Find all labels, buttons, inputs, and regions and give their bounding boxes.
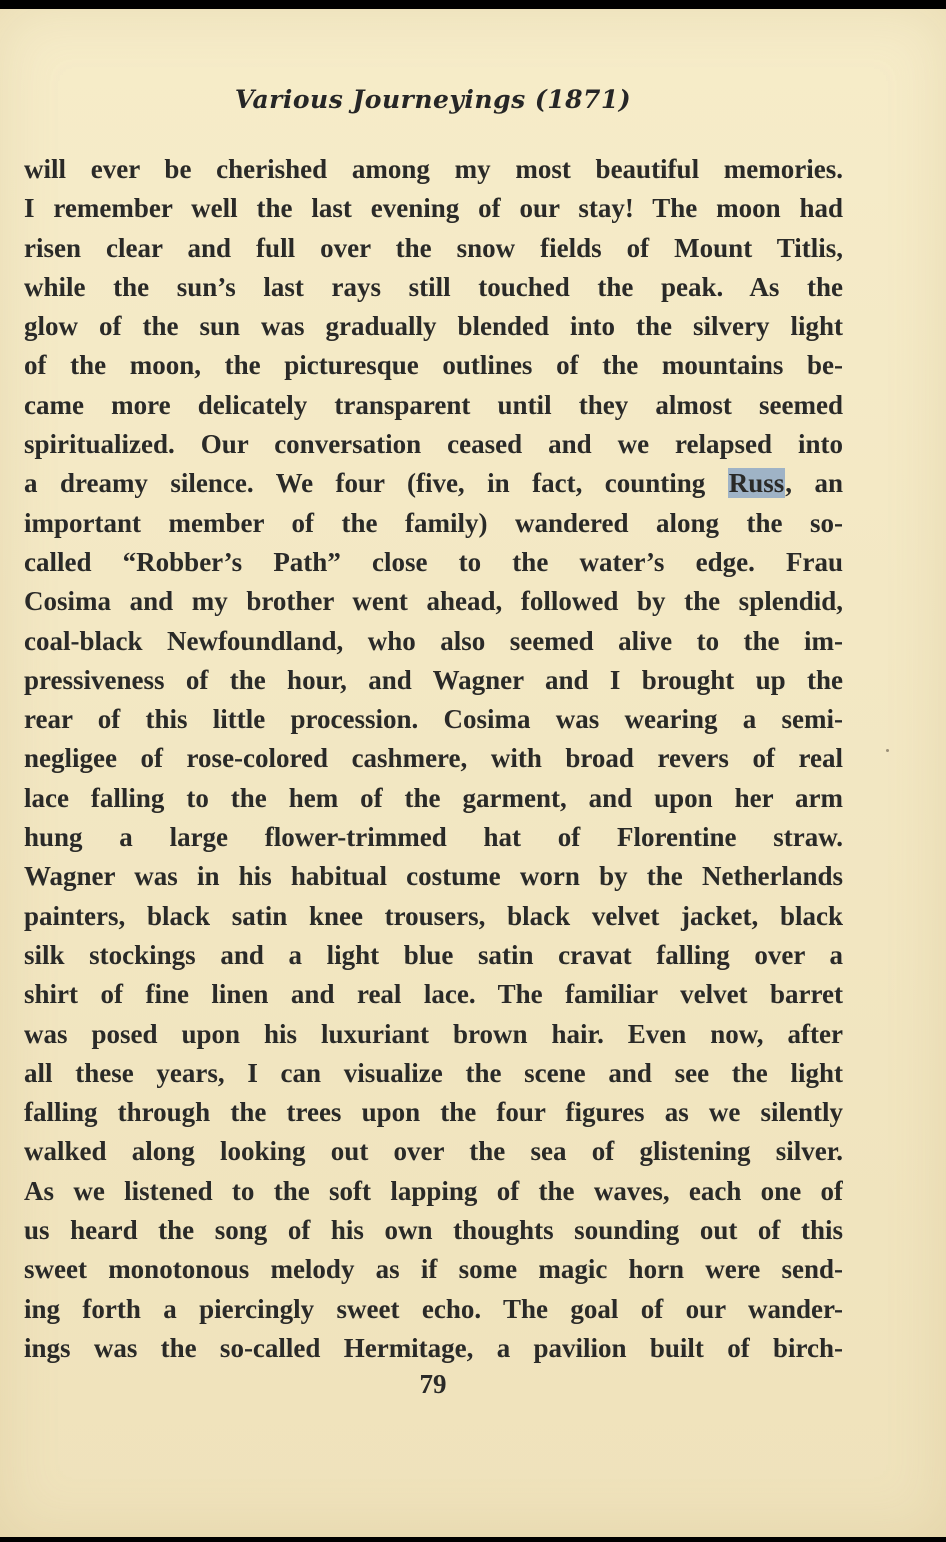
text-line [24,857,843,896]
text-line [24,582,843,621]
line-text: was posed upon his luxuriant brown hair. Even now, after [24,1018,843,1049]
line-text: will ever be cherished among my most beautiful memories. [24,154,843,184]
line-text: coal-black Newfoundland, who also seemed alive to the im- [24,625,843,656]
line-text: rear of this little procession. Cosima was wearing a semi- [24,704,843,735]
line-text: silk stockings and a light blue satin cravat falling over a [24,939,843,970]
text-line [24,386,843,425]
text-line [24,1211,843,1250]
line-text: spiritualized. Our conversation ceased and we relapsed into [24,429,843,460]
text-line [24,897,843,936]
line-text: As we listened to the soft lapping of the waves, each one of [24,1175,843,1206]
text-line [24,425,843,464]
screen-bottom-border [0,1537,946,1542]
text-line [24,268,843,307]
text-line [24,1172,843,1211]
text-line [24,307,843,346]
text-line [24,1132,843,1171]
text-line [24,700,843,739]
line-text: ing forth a piercingly sweet echo. The goal of our wander- [24,1293,843,1324]
text-line [24,661,843,700]
line-text: all these years, I can visualize the scene and see the light [24,1057,843,1088]
line-text: while the sun’s last rays still touched the peak. As the [24,271,843,302]
text-line [24,739,843,778]
running-head: Various Journeyings (1871) [234,85,632,114]
line-text: of the moon, the picturesque outlines of the mountains be- [24,350,843,381]
line-text: lace falling to the hem of the garment, and upon her arm [24,782,843,813]
line-text: a dreamy silence. We four (five, in fact, counting [24,468,728,499]
book-page [0,9,946,1537]
line-text: glow of the sun was gradually blended into the silvery light [24,311,843,342]
text-line [24,936,843,975]
paper-speck [886,749,889,752]
line-text: pressiveness of the hour, and Wagner and I brought up the [24,664,843,695]
page-number: 79 [419,1369,447,1399]
text-line [24,1250,843,1289]
line-text: shirt of fine linen and real lace. The familiar velvet barret [24,979,843,1010]
text-line [24,975,843,1014]
text-line [24,504,843,543]
text-line [24,1329,843,1368]
line-text: came more delicately transparent until they almost seemed [24,389,843,420]
text-line [24,189,843,228]
text-line [24,150,843,189]
line-text: walked along looking out over the sea of glistening silver. [24,1136,843,1167]
line-text: us heard the song of his own thoughts sounding out of this [24,1215,843,1246]
text-line [24,229,843,268]
text-line [24,464,843,503]
text-line [24,346,843,385]
line-text: negligee of rose-colored cashmere, with broad revers of real [24,743,843,774]
text-line [24,1290,843,1329]
line-text: ings was the so-called Hermitage, a pavilion built of birch- [24,1332,843,1363]
text-line [24,1015,843,1054]
line-text: called “Robber’s Path” close to the water’s edge. Frau [24,546,843,577]
highlighted-word[interactable]: Russ [728,468,785,499]
text-line [24,1093,843,1132]
line-text: sweet monotonous melody as if some magic horn were send- [24,1254,843,1285]
line-text: important member of the family) wandered along the so- [24,507,843,538]
text-line [24,779,843,818]
line-text: hung a large flower-trimmed hat of Florentine straw. [24,822,843,853]
body-text [24,150,843,1368]
text-line [24,1054,843,1093]
text-line [24,818,843,857]
line-text: risen clear and full over the snow fields of Mount Titlis, [24,232,843,263]
line-text: , an [785,468,843,499]
line-text: Cosima and my brother went ahead, followed by the splendid, [24,586,843,617]
text-line [24,622,843,661]
line-text: Wagner was in his habitual costume worn by the Netherlands [24,861,843,892]
text-line [24,543,843,582]
line-text: painters, black satin knee trousers, black velvet jacket, black [24,900,843,931]
line-text: falling through the trees upon the four figures as we silently [24,1097,843,1128]
line-text: I remember well the last evening of our stay! The moon had [24,193,843,224]
